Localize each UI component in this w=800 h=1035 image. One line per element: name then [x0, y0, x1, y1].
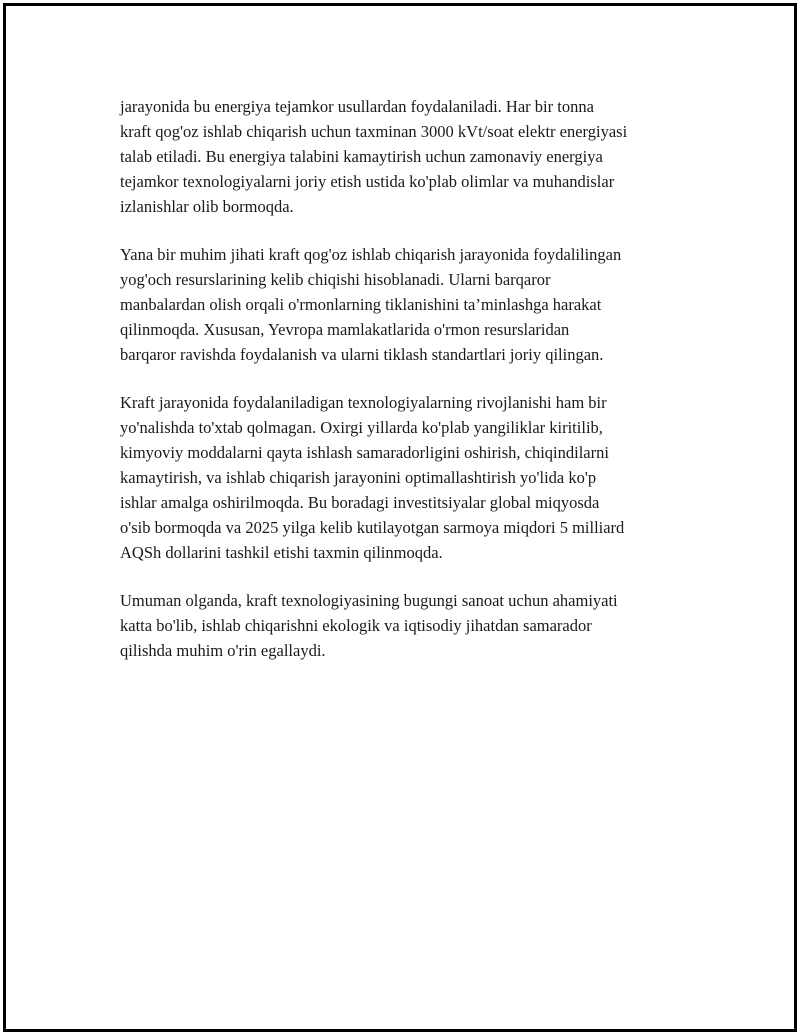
page-border: [3, 3, 797, 1032]
document-body: [120, 94, 700, 686]
text-line: AQSh dollarini tashkil etishi taxmin qilinmoqda.: [120, 543, 443, 562]
paragraph-conclusion: [120, 588, 700, 663]
text-line: Kraft jarayonida foydalaniladigan texnologiyalarning rivojlanishi ham bir: [120, 393, 607, 412]
text-line: o'sib bormoqda va 2025 yilga kelib kutilayotgan sarmoya miqdori 5 milliard: [120, 518, 625, 537]
text-line: barqaror ravishda foydalanish va ularni tiklash standartlari joriy qilingan.: [120, 345, 604, 364]
text-line: manbalardan olish orqali o'rmonlarning tiklanishini ta’minlashga harakat: [120, 295, 602, 314]
text-line: qilishda muhim o'rin egallaydi.: [120, 641, 326, 660]
text-line: kimyoviy moddalarni qayta ishlash samaradorligini oshirish, chiqindilarni: [120, 443, 609, 462]
text-line: talab etiladi. Bu energiya talabini kamaytirish uchun zamonaviy energiya: [120, 147, 603, 166]
text-line: qilinmoqda. Xususan, Yevropa mamlakatlarida o'rmon resurslaridan: [120, 320, 570, 339]
text-line: katta bo'lib, ishlab chiqarishni ekologik va iqtisodiy jihatdan samarador: [120, 616, 592, 635]
text-line: Umuman olganda, kraft texnologiyasining bugungi sanoat uchun ahamiyati: [120, 591, 618, 610]
text-line: izlanishlar olib bormoqda.: [120, 197, 294, 216]
text-line: tejamkor texnologiyalarni joriy etish ustida ko'plab olimlar va muhandislar: [120, 172, 615, 191]
text-line: yog'och resurslarining kelib chiqishi hisoblanadi. Ularni barqaror: [120, 270, 551, 289]
text-line: jarayonida bu energiya tejamkor usullardan foydalaniladi. Har bir tonna: [120, 97, 594, 116]
paragraph-energy: [120, 94, 700, 219]
paragraph-technology: [120, 390, 700, 565]
text-line: ishlar amalga oshirilmoqda. Bu boradagi investitsiyalar global miqyosda: [120, 493, 600, 512]
text-line: kraft qog'oz ishlab chiqarish uchun taxminan 3000 kVt/soat elektr energiyasi: [120, 122, 628, 141]
paragraph-resources: [120, 242, 700, 367]
text-line: kamaytirish, va ishlab chiqarish jarayonini optimallashtirish yo'lida ko'p: [120, 468, 597, 487]
text-line: yo'nalishda to'xtab qolmagan. Oxirgi yillarda ko'plab yangiliklar kiritilib,: [120, 418, 603, 437]
text-line: Yana bir muhim jihati kraft qog'oz ishlab chiqarish jarayonida foydalilingan: [120, 245, 622, 264]
